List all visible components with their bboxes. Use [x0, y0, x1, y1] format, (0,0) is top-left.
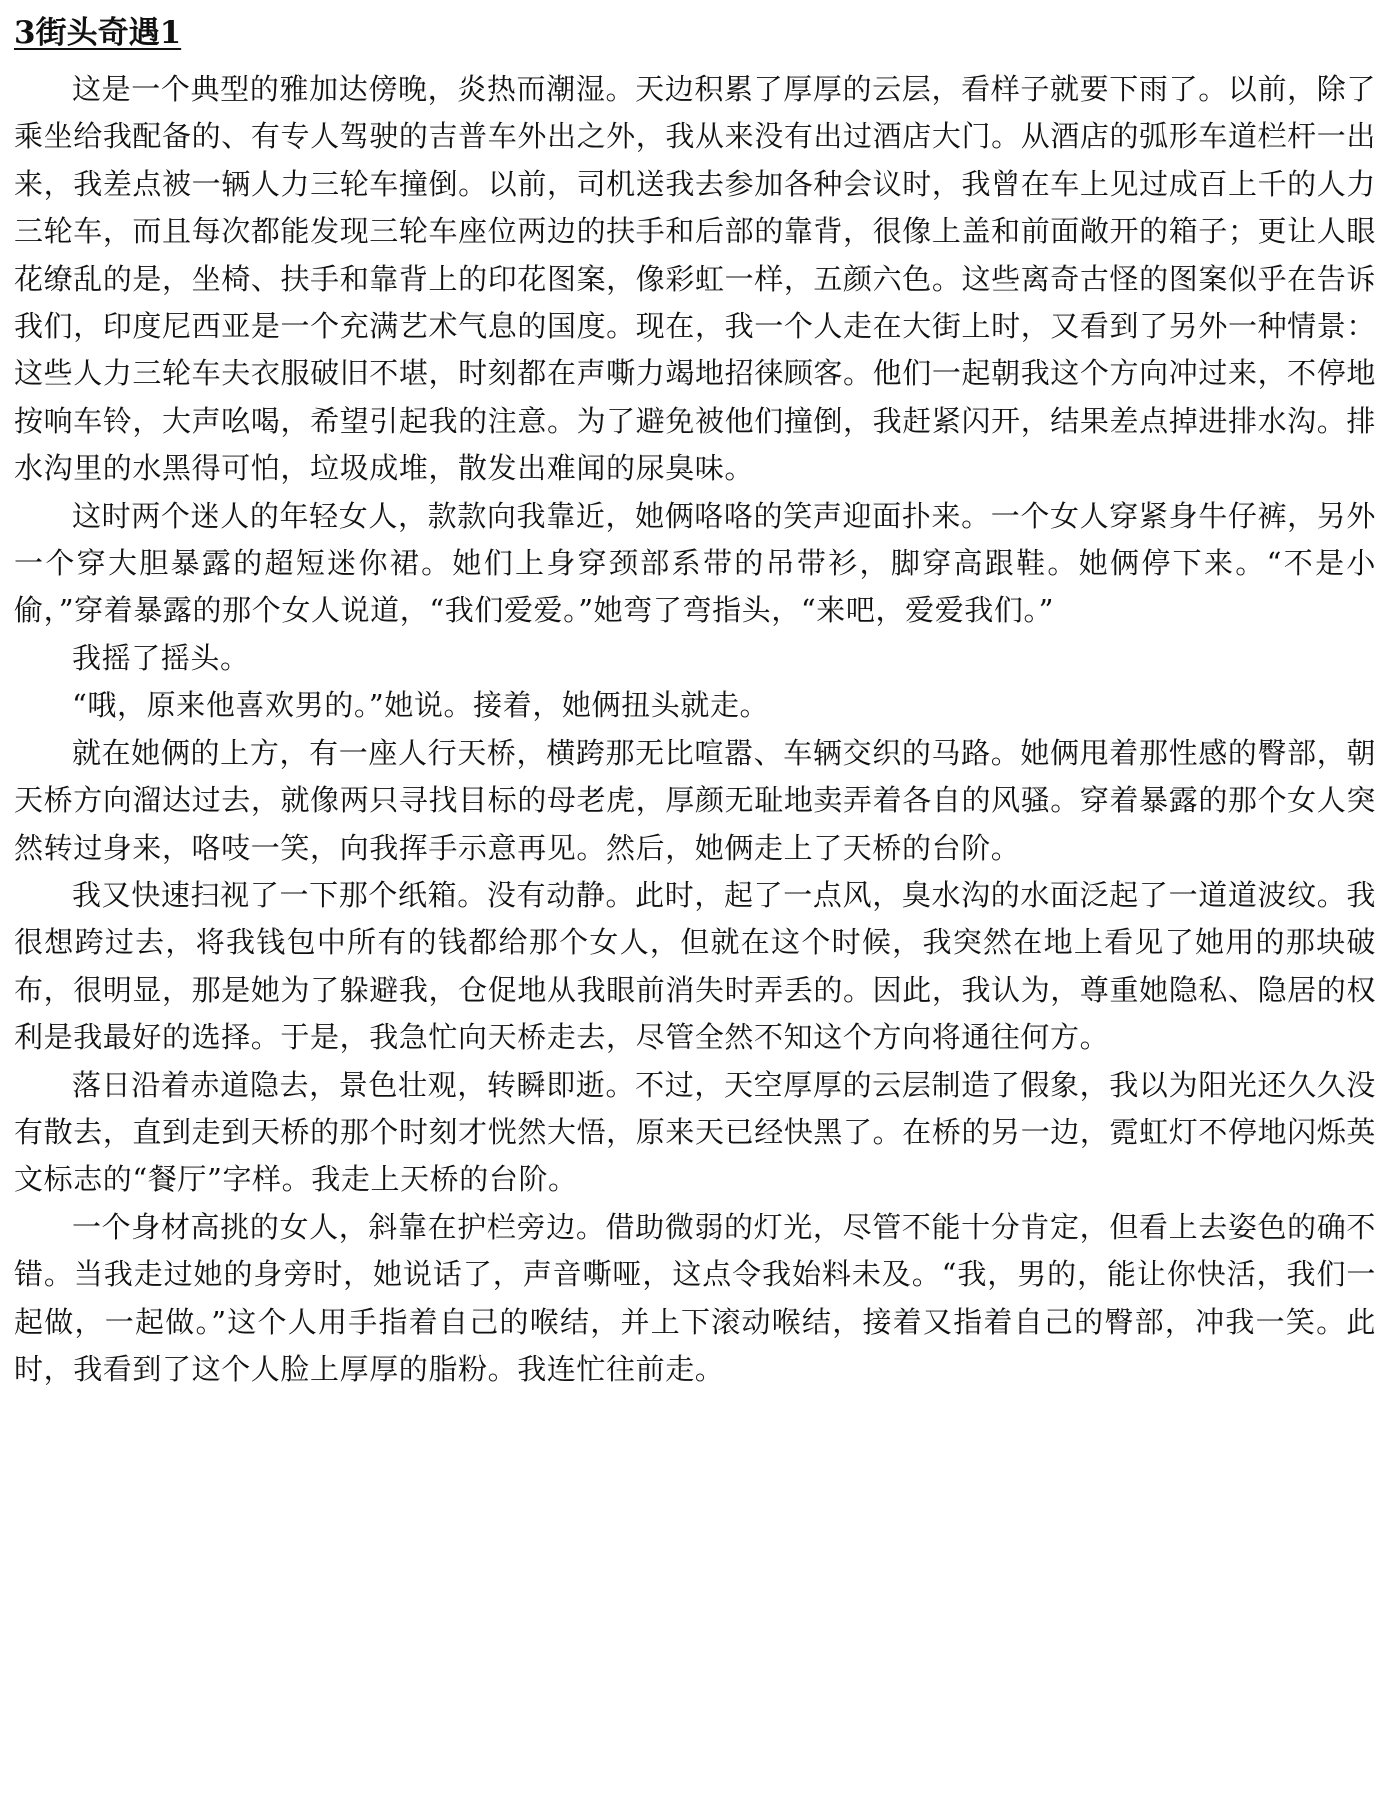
paragraph: 这是一个典型的雅加达傍晚，炎热而潮湿。天边积累了厚厚的云层，看样子就要下雨了。以前，除了乘坐给我配备的、有专人驾驶的吉普车外出之外，我从来没有出过酒店大门。从酒店的弧形车道栏杆一出来，我差点被一辆人力三轮车撞倒。以前，司机送我去参加各种会议时，我曾在车上见过成百上千的人力三轮车，而且每次都能发现三轮车座位两边的扶手和后部的靠背，很像上盖和前面敞开的箱子；更让人眼花缭乱的是，坐椅、扶手和靠背上的印花图案，像彩虹一样，五颜六色。这些离奇古怪的图案似乎在告诉我们，印度尼西亚是一个充满艺术气息的国度。现在，我一个人走在大街上时，又看到了另外一种情景：这些人力三轮车夫衣服破旧不堪，时刻都在声嘶力竭地招徕顾客。他们一起朝我这个方向冲过来，不停地按响车铃，大声吆喝，希望引起我的注意。为了避免被他们撞倒，我赶紧闪开，结果差点掉进排水沟。排水沟里的水黑得可怕，垃圾成堆，散发出难闻的尿臭味。	[14, 72, 1376, 486]
paragraph: 落日沿着赤道隐去，景色壮观，转瞬即逝。不过，天空厚厚的云层制造了假象，我以为阳光还久久没有散去，直到走到天桥的那个时刻才恍然大悟，原来天已经快黑了。在桥的另一边，霓虹灯不停地闪烁英文标志的“餐厅”字样。我走上天桥的台阶。	[14, 1067, 1376, 1197]
paragraph: “哦，原来他喜欢男的。”她说。接着，她俩扭头就走。	[72, 688, 770, 723]
paragraph: 我摇了摇头。	[72, 640, 250, 675]
paragraph: 这时两个迷人的年轻女人，款款向我靠近，她俩咯咯的笑声迎面扑来。一个女人穿紧身牛仔裤，另外一个穿大胆暴露的超短迷你裙。她们上身穿颈部系带的吊带衫，脚穿高跟鞋。她俩停下来。“不是小偷，”穿着暴露的那个女人说道，“我们爱爱。”她弯了弯指头，“来吧，爱爱我们。”	[14, 498, 1376, 628]
document-page	[14, 8, 1376, 1393]
paragraph: 我又快速扫视了一下那个纸箱。没有动静。此时，起了一点风，臭水沟的水面泛起了一道道波纹。我很想跨过去，将我钱包中所有的钱都给那个女人，但就在这个时候，我突然在地上看见了她用的那块破布，很明显，那是她为了躲避我，仓促地从我眼前消失时弄丢的。因此，我认为，尊重她隐私、隐居的权利是我最好的选择。于是，我急忙向天桥走去，尽管全然不知这个方向将通往何方。	[14, 877, 1376, 1055]
body-text	[14, 66, 1376, 1393]
paragraph: 就在她俩的上方，有一座人行天桥，横跨那无比喧嚣、车辆交织的马路。她俩甩着那性感的臀部，朝天桥方向溜达过去，就像两只寻找目标的母老虎，厚颜无耻地卖弄着各自的风骚。穿着暴露的那个女人突然转过身来，咯吱一笑，向我挥手示意再见。然后，她俩走上了天桥的台阶。	[14, 735, 1376, 865]
paragraph: 一个身材高挑的女人，斜靠在护栏旁边。借助微弱的灯光，尽管不能十分肯定，但看上去姿色的确不错。当我走过她的身旁时，她说话了，声音嘶哑，这点令我始料未及。“我，男的，能让你快活，我们一起做，一起做。”这个人用手指着自己的喉结，并上下滚动喉结，接着又指着自己的臀部，冲我一笑。此时，我看到了这个人脸上厚厚的脂粉。我连忙往前走。	[14, 1209, 1376, 1386]
chapter-title: 3街头奇遇1	[14, 15, 182, 51]
